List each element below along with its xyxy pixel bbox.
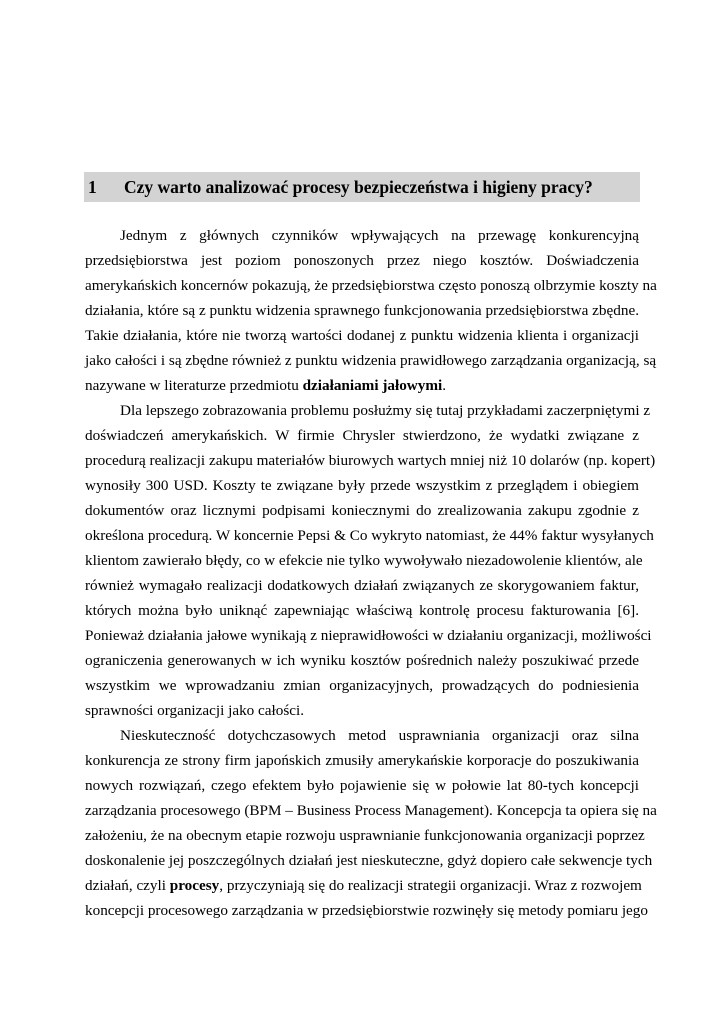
paragraph-line: wszystkim we wprowadzaniu zmian organizacyjnych, prowadzących do podniesienia — [85, 677, 639, 694]
paragraph-line: Ponieważ działania jałowe wynikają z nieprawidłowości w działaniu organizacji, możliwości — [85, 627, 652, 644]
section-number: 1 — [88, 176, 97, 197]
line-text: . — [442, 377, 447, 394]
paragraph-line: których można było uniknąć zapewniając właściwą kontrolę procesu fakturowania [6]. — [85, 602, 639, 619]
paragraph-line — [85, 876, 642, 896]
paragraph-line: działania, które są z punktu widzenia sprawnego funkcjonowania przedsiębiorstwa zbędne. — [85, 302, 639, 319]
paragraph-line: jako całości i są zbędne również z punktu widzenia prawidłowego zarządzania organizacją, są — [85, 352, 657, 369]
bold-term: działaniami jałowymi — [302, 377, 443, 394]
paragraph-line: określona procedurą. W koncernie Pepsi & Co wykryto natomiast, że 44% faktur wysyłanych — [85, 527, 654, 544]
line-text: działań, czyli — [85, 877, 170, 894]
paragraph-line: sprawności organizacji jako całości. — [85, 702, 305, 719]
paragraph-line: również wymagało realizacji dodatkowych działań związanych ze skorygowaniem faktur, — [85, 577, 639, 594]
paragraph-line: doświadczeń amerykańskich. W firmie Chrysler stwierdzono, że wydatki związane z — [85, 427, 639, 444]
paragraph-line: zarządzania procesowego (BPM – Business Process Management). Koncepcja ta opiera się na — [85, 802, 657, 819]
section-heading — [84, 172, 640, 202]
paragraph-line: wynosiły 300 USD. Koszty te związane były przede wszystkim z przeglądem i obiegiem — [85, 477, 639, 494]
paragraph-line: konkurencja ze strony firm japońskich zmusiły amerykańskie korporacje do poszukiwania — [85, 752, 639, 769]
paragraph-line: Takie działania, które nie tworzą wartości dodanej z punktu widzenia klienta i organizacji — [85, 327, 639, 344]
paragraph-line: dokumentów oraz licznymi podpisami koniecznymi do zrealizowania zakupu zgodnie z — [85, 502, 639, 519]
paragraph-line: amerykańskich koncernów pokazują, że przedsiębiorstwa często ponoszą olbrzymie koszty na — [85, 277, 657, 294]
paragraph-line: przedsiębiorstwa jest poziom ponoszonych przez niego kosztów. Doświadczenia — [85, 252, 639, 269]
paragraph-line: klientom zawierało błędy, co w efekcie nie tylko wywoływało niezadowolenie klientów, ale — [85, 552, 643, 569]
paragraph-line: Dla lepszego zobrazowania problemu posłużmy się tutaj przykładami zaczerpniętymi z — [120, 402, 651, 419]
paragraph-line: Jednym z głównych czynników wpływających na przewagę konkurencyjną — [120, 227, 639, 244]
paragraph-line: doskonalenie jej poszczególnych działań jest nieskuteczne, gdyż dopiero całe sekwencje tych — [85, 852, 653, 869]
paragraph-line: ograniczenia generowanych w ich wyniku kosztów pośrednich należy poszukiwać przede — [85, 652, 639, 669]
paragraph-line: Nieskuteczność dotychczasowych metod usprawniania organizacji oraz silna — [120, 727, 639, 744]
paragraph-line: nowych rozwiązań, czego efektem było pojawienie się w połowie lat 80-tych koncepcji — [85, 777, 639, 794]
bold-term: procesy — [169, 877, 220, 894]
line-text: , przyczyniają się do realizacji strategii organizacji. Wraz z rozwojem — [219, 877, 642, 894]
paragraph-line: koncepcji procesowego zarządzania w przedsiębiorstwie rozwinęły się metody pomiaru jego — [85, 902, 648, 919]
line-text: nazywane w literaturze przedmiotu — [85, 377, 303, 394]
section-title: Czy warto analizować procesy bezpieczeństwa i higieny pracy? — [124, 176, 593, 197]
paragraph-line: założeniu, że na obecnym etapie rozwoju usprawnianie funkcjonowania organizacji poprzez — [85, 827, 645, 844]
paragraph-line: procedurą realizacji zakupu materiałów biurowych wartych mniej niż 10 dolarów (np. kopert) — [85, 452, 656, 469]
paragraph-line — [85, 376, 639, 396]
